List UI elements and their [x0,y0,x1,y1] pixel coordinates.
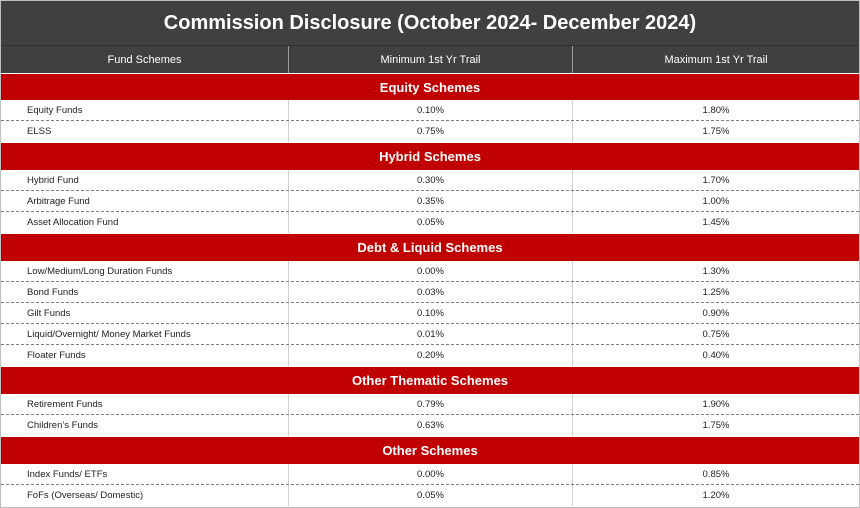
table-row [1,100,859,121]
table-row [1,394,859,415]
maximum-trail-cell: 0.90% [702,307,730,319]
maximum-trail-cell: 1.75% [702,420,730,431]
section-header-other-thematic: Other Thematic Schemes [1,366,859,394]
table-title: Commission Disclosure (October 2024- December 2024) [1,1,859,46]
minimum-trail-cell: 0.75% [289,121,573,142]
section-header-equity: Equity Schemes [1,73,859,100]
fund-scheme-cell: Asset Allocation Fund [1,212,289,233]
fund-scheme-cell: Floater Funds [1,345,289,366]
maximum-trail-cell: 1.00% [702,195,730,207]
maximum-trail-cell: 1.80% [702,104,730,116]
maximum-trail-cell: 0.40% [702,350,730,361]
maximum-trail-cell: 1.20% [702,490,730,501]
fund-scheme-cell: Liquid/Overnight/ Money Market Funds [1,324,289,344]
maximum-trail-cell: 1.70% [702,174,730,186]
fund-scheme-cell: FoFs (Overseas/ Domestic) [1,485,289,506]
section-header-debt-liquid: Debt & Liquid Schemes [1,233,859,261]
minimum-trail-cell: 0.05% [289,212,573,233]
fund-scheme-cell: Children's Funds [1,415,289,436]
fund-scheme-cell: Arbitrage Fund [1,191,289,211]
minimum-trail-cell: 0.10% [289,303,573,323]
minimum-trail-cell: 0.63% [289,415,573,436]
maximum-trail-cell: 0.75% [702,328,730,340]
minimum-trail-cell: 0.10% [289,100,573,120]
fund-scheme-cell: Low/Medium/Long Duration Funds [1,261,289,281]
maximum-trail-cell: 0.85% [702,468,730,480]
fund-scheme-cell: Equity Funds [1,100,289,120]
column-header-maximum-trail: Maximum 1st Yr Trail [664,53,768,66]
minimum-trail-cell: 0.01% [289,324,573,344]
column-header-minimum-trail: Minimum 1st Yr Trail [289,46,573,73]
maximum-trail-cell: 1.75% [702,126,730,137]
minimum-trail-cell: 0.35% [289,191,573,211]
table-row [1,303,859,324]
section-header-hybrid: Hybrid Schemes [1,142,859,170]
table-row [1,345,859,366]
minimum-trail-cell: 0.00% [289,464,573,484]
minimum-trail-cell: 0.05% [289,485,573,506]
minimum-trail-cell: 0.00% [289,261,573,281]
table-row [1,121,859,142]
column-header-row [1,46,859,73]
table-row [1,464,859,485]
table-row [1,212,859,233]
column-header-fund-schemes: Fund Schemes [1,46,289,73]
maximum-trail-cell: 1.90% [702,398,730,410]
table-row [1,261,859,282]
minimum-trail-cell: 0.30% [289,170,573,190]
maximum-trail-cell: 1.45% [702,217,730,228]
table-row [1,170,859,191]
fund-scheme-cell: ELSS [1,121,289,142]
table-row [1,415,859,436]
section-header-other: Other Schemes [1,436,859,464]
fund-scheme-cell: Gilt Funds [1,303,289,323]
fund-scheme-cell: Bond Funds [1,282,289,302]
fund-scheme-cell: Hybrid Fund [1,170,289,190]
maximum-trail-cell: 1.25% [702,286,730,298]
fund-scheme-cell: Retirement Funds [1,394,289,414]
table-row [1,485,859,506]
minimum-trail-cell: 0.79% [289,394,573,414]
table-row [1,282,859,303]
table-row [1,324,859,345]
table-row [1,191,859,212]
minimum-trail-cell: 0.03% [289,282,573,302]
maximum-trail-cell: 1.30% [702,265,730,277]
fund-scheme-cell: Index Funds/ ETFs [1,464,289,484]
minimum-trail-cell: 0.20% [289,345,573,366]
